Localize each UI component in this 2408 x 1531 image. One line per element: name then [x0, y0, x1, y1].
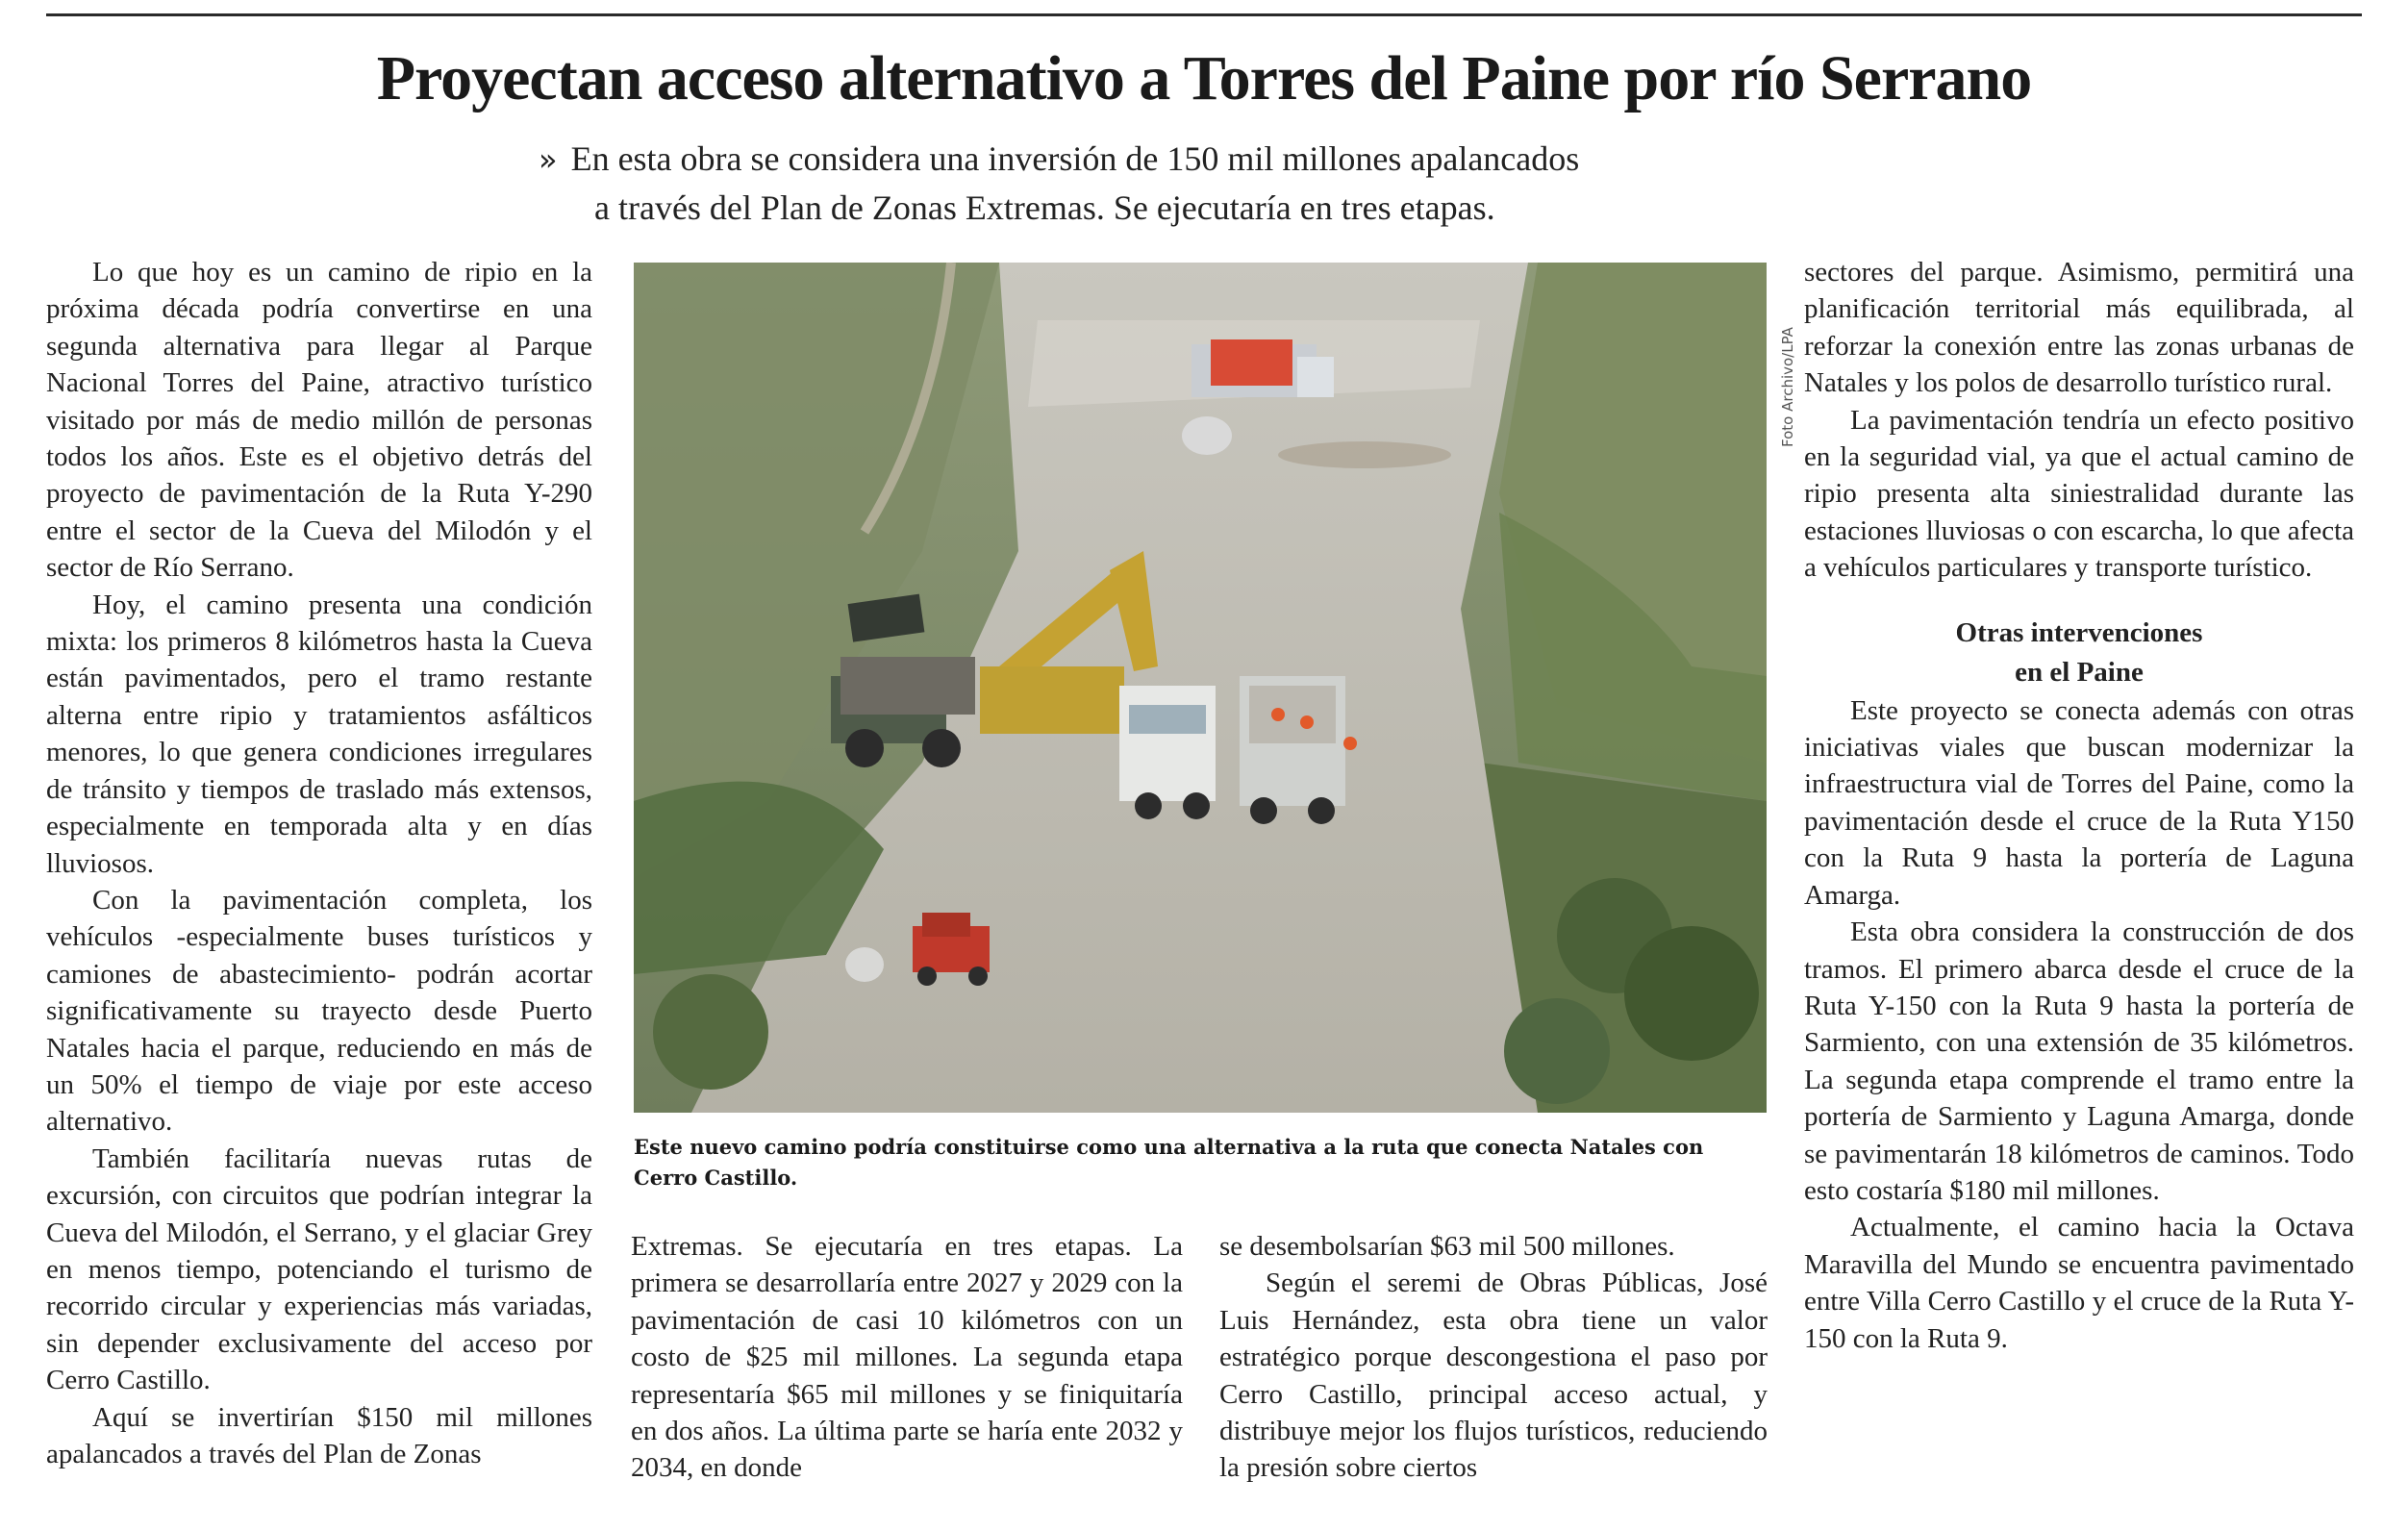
photo-caption: Este nuevo camino podría constituirse como una alternativa a la ruta que conecta Natales con Cerro Castillo. — [634, 1135, 1704, 1190]
dek-line-1: En esta obra se considera una inversión de 150 mil millones apalancados — [570, 139, 1580, 178]
top-rule — [46, 13, 2362, 16]
col3-paragraph-2: Según el seremi de Obras Públicas, José Luis Hernández, esta obra tiene un valor estratégico porque descongestiona el paso por Cerro Castillo, principal acceso actual, y distribuye mejor los flujos turísticos, reduciendo la presión sobre ciertos — [1219, 1267, 1768, 1484]
column-3 — [1219, 1228, 1768, 1487]
col1-paragraph-2: Hoy, el camino presenta una condición mixta: los primeros 8 kilómetros hasta la Cueva están pavimentados, pero el tramo restante alterna entre ripio y tratamientos asfálticos menores, lo que genera condiciones irregulares de tránsito y tiempos de traslado más extensos, especialmente en temporada alta y en días lluviosos. — [46, 589, 592, 879]
col4-paragraph-4: Actualmente, el camino hacia la Octava Maravilla del Mundo se encuentra pavimentado entre Villa Cerro Castillo y el cruce de la Ruta Y-150 con la Ruta 9. — [1804, 1212, 2354, 1354]
col1-paragraph-1: Lo que hoy es un camino de ripio en la próxima década podría convertirse en una segunda alternativa para llegar al Parque Nacional Torres del Paine, atractivo turístico visitado por más de medio millón de personas todos los años. Este es el objetivo detrás del proyecto de pavimentación de la Ruta Y-290 entre el sector de la Cueva del Milodón y el sector de Río Serrano. — [46, 257, 592, 584]
road-construction-illustration — [634, 263, 1767, 1113]
dek-chevron-icon: » — [539, 141, 558, 178]
col4-paragraph-2: Este proyecto se conecta además con otras iniciativas viales que buscan modernizar la infraestructura vial de Torres del Paine, como la pavimentación desde el cruce de la Ruta Y150 con la Ruta 9 hasta la portería de Laguna Amarga. — [1804, 694, 2354, 911]
subhead-line-1: Otras intervenciones — [1955, 616, 2203, 648]
column-1 — [46, 254, 592, 1472]
column-4 — [1804, 254, 2354, 1357]
headline: Proyectan acceso alternativo a Torres del Paine por río Serrano — [376, 43, 2032, 113]
col4-continuation: sectores del parque. Asimismo, permitirá una planificación territorial más equilibrada, al reforzar la conexión entre las zonas urbanas de Natales y los polos de desarrollo turístico rural. — [1804, 257, 2354, 399]
col4-paragraph-3: Esta obra considera la construcción de dos tramos. El primero abarca desde el cruce de la Ruta Y-150 con la Ruta 9 hasta la portería de Sarmiento, con una extensión de 35 kilómetros. La segunda etapa comprende el tramo entre la portería de Sarmiento y Laguna Amarga, donde se pavimentarán 18 kilómetros de caminos. Todo esto costaría $180 mil millones. — [1804, 916, 2354, 1206]
subhead-line-2: en el Paine — [2015, 656, 2144, 688]
col1-paragraph-4: También facilitaría nuevas rutas de excursión, con circuitos que podrían integrar la Cueva del Milodón, el Serrano, y el glaciar Grey en menos tiempo, potenciando el turismo de recorrido circular y experiencias más variadas, sin depender exclusivamente del acceso por Cerro Castillo. — [46, 1142, 592, 1396]
photo-credit: Foto Archivo/LPA — [1779, 327, 1796, 447]
construction-photo — [634, 263, 1767, 1113]
column-2 — [631, 1228, 1183, 1487]
col1-paragraph-3: Con la pavimentación completa, los vehículos -especialmente buses turísticos y camiones de abastecimiento- podrán acortar significativamente su trayecto desde Puerto Natales hacia el parque, reduciendo en más de un 50% el tiempo de viaje por este acceso alternativo. — [46, 884, 592, 1138]
col2-paragraph-1: Extremas. Se ejecutaría en tres etapas. La primera se desarrollaría entre 2027 y 2029 con la pavimentación de casi 10 kilómetros con un costo de $25 mil millones. La segunda etapa representaría $65 mil millones y se finiquitaría en dos años. La última parte se haría ente 2032 y 2034, en donde — [631, 1231, 1183, 1484]
subhead — [1804, 614, 2354, 692]
col3-paragraph-1: se desembolsarían $63 mil 500 millones. — [1219, 1231, 1675, 1262]
dek-line-2: a través del Plan de Zonas Extremas. Se ejecutaría en tres etapas. — [594, 188, 1495, 227]
col1-paragraph-5: Aquí se invertirían $150 mil millones apalancados a través del Plan de Zonas — [46, 1401, 592, 1469]
dek — [539, 135, 1885, 232]
col4-paragraph-1: La pavimentación tendría un efecto positivo en la seguridad vial, ya que el actual camino de ripio presenta alta siniestralidad durante las estaciones lluviosas o con escarcha, lo que afecta a vehículos particulares y transporte turístico. — [1804, 404, 2354, 584]
